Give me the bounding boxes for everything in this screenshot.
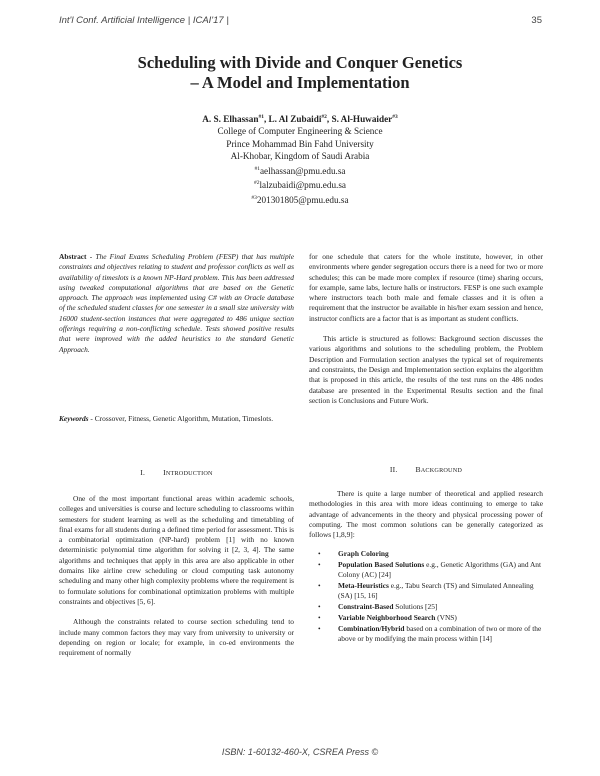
keywords-text: - Crossover, Fitness, Genetic Algorithm, Mutation, Timeslots. bbox=[88, 414, 274, 423]
author-2-sup: #2 bbox=[321, 114, 327, 120]
title-line-1: Scheduling with Divide and Conquer Genetics bbox=[137, 53, 463, 72]
email-3 bbox=[60, 192, 540, 206]
abstract bbox=[59, 252, 294, 355]
email-2-text: lalzubaidi@pmu.edu.sa bbox=[259, 180, 347, 191]
background-bullet-list bbox=[318, 549, 542, 645]
bullet-item bbox=[318, 581, 542, 602]
section-title: ACKGROUND bbox=[420, 467, 463, 474]
author-1: A. S. Elhassan bbox=[202, 114, 259, 125]
email-1-text: aelhassan@pmu.edu.sa bbox=[259, 165, 346, 176]
intro-paragraph-1: One of the most important functional areas within academic schools, colleges and universities is course and lecture scheduling to classrooms within semesters for student learning as well as the scheduling and timetabling of final exams for all students during a defined time period for assessment. This is a combinatorial optimization (NP-hard) problem [1] with no known deterministic polynomial time algorithm for solving it [2, 3, 4]. The same algorithms and techniques that apply in this area are also applicable in other domains like airline crew scheduling or cloud computing task autonomy scheduling and many other high complexity problems where the requirement is to formulate solutions for combinational optimization problems with multiple constraints and objectives [5, 6]. bbox=[59, 494, 294, 606]
keywords-label: Keywords bbox=[59, 414, 89, 423]
bullet-term: Constraint-Based bbox=[338, 601, 394, 611]
right-column-body bbox=[309, 252, 543, 406]
section-title: NTRODUCTION bbox=[165, 470, 213, 477]
bullet-term: Combination/Hybrid bbox=[338, 623, 405, 633]
section-heading-background bbox=[309, 465, 543, 474]
bullet-description: based on a combination of two or more of the above or by modifying the main process within [14] bbox=[338, 623, 542, 643]
bullet-item bbox=[318, 560, 542, 581]
running-header: Int'l Conf. Artificial Intelligence | ICAI'17 | bbox=[59, 15, 229, 26]
bullet-description: e.g., Tabu Search (TS) and Simulated Annealing (SA) [15, 16] bbox=[338, 580, 534, 601]
bullet-item bbox=[318, 613, 542, 623]
section-number: I. bbox=[140, 468, 146, 477]
abstract-label: Abstract bbox=[59, 252, 87, 261]
affiliation-3: Al-Khobar, Kingdom of Saudi Arabia bbox=[230, 151, 370, 162]
right-paragraph-1: for one schedule that caters for the whole institute, however, in other environments where gender segregation occurs there is a need for two or more schedules; this can be made more complex if resource (time) sharing occurs, for example, same labs, lecture halls or instructors. FESP is one such example where instructors teach both male and female classes and it is often a requirement that the instructor be available in his/her exam session and hence, instructor conflicts are a factor that is as important as student conflicts. bbox=[309, 252, 543, 323]
author-names bbox=[60, 111, 540, 125]
section-initial: I bbox=[163, 468, 166, 477]
bullet-dot-icon: • bbox=[318, 601, 321, 611]
background-paragraph-1: There is quite a large number of theoretical and applied research methodologies in this area with more ideas continuing to emerge to take advantage of advancements in the theory and physical processing power of computing. The most common solutions can be generally categorized as follows [1,8,9]: bbox=[309, 489, 543, 540]
title-line-2: – A Model and Implementation bbox=[190, 73, 410, 92]
abstract-text: - The Final Exams Scheduling Problem (FESP) that has multiple constraints and objectives relating to student and professor conflicts as well as availability of timeslots is a known NP-Hard problem. This has been addressed using tweaked computational algorithms that are based on the Genetic approach. The approach was implemented using C# with an Oracle database of the scheduled student classes for one semester in a small size university with 16000 student-section instances that were aggregated to 486 unique section offerings requiring a non-conflicting schedule. Tests showed positive results that were improved with the added heuristics to the standard Genetic Approach. bbox=[59, 252, 294, 354]
author-1-sup: #1 bbox=[258, 114, 264, 120]
section-heading-introduction bbox=[59, 468, 294, 477]
bullet-term: Graph Coloring bbox=[338, 549, 389, 558]
intro-paragraph-2: Although the constraints related to course section scheduling tend to include many common factors they may vary from university to university or depending on region or locale; for example, in co-ed environments the requirement of normally bbox=[59, 617, 294, 658]
affiliation-1: College of Computer Engineering & Science bbox=[217, 126, 383, 137]
bullet-dot-icon: • bbox=[318, 623, 321, 633]
section-number: II. bbox=[389, 465, 398, 474]
bullet-term: Variable Neighborhood Search bbox=[338, 612, 436, 622]
author-block bbox=[60, 111, 540, 206]
bullet-dot-icon: • bbox=[318, 580, 321, 590]
author-3-sup: #3 bbox=[392, 114, 398, 120]
bullet-item bbox=[318, 602, 542, 612]
bullet-description: (VNS) bbox=[435, 612, 457, 622]
email-1-sup: #1 bbox=[254, 165, 260, 172]
bullet-item bbox=[318, 549, 542, 559]
background-body bbox=[309, 489, 543, 540]
email-3-sup: #3 bbox=[251, 194, 257, 201]
right-paragraph-2: This article is structured as follows: Background section discusses the various algorithms and solutions to the scheduling problem, the Problem Description and Formulation section analyses the typical set of requirements and constraints, the Design and Implementation section explains the algorithm that is proposed in this article, the results of the test runs on the 486 nodes database are presented in the Experimental Results section and the final section is Conclusions and Future Work. bbox=[309, 334, 543, 405]
section-initial: B bbox=[415, 465, 421, 474]
email-2-sup: #2 bbox=[253, 180, 260, 187]
bullet-description: Solutions [25] bbox=[393, 601, 438, 611]
page-footer: ISBN: 1-60132-460-X, CSREA Press © bbox=[221, 747, 379, 757]
bullet-dot-icon: • bbox=[318, 559, 321, 569]
keywords bbox=[59, 414, 294, 424]
bullet-term: Population Based Solutions bbox=[338, 559, 425, 569]
paper-title bbox=[60, 53, 540, 93]
author-3: , S. Al-Huwaider bbox=[326, 114, 393, 125]
author-2: , L. Al Zubaidi bbox=[263, 114, 322, 125]
bullet-dot-icon: • bbox=[318, 612, 321, 622]
bullet-item bbox=[318, 624, 542, 645]
email-3-text: 201301805@pmu.edu.sa bbox=[256, 194, 349, 205]
introduction-body bbox=[59, 494, 294, 658]
email-2 bbox=[60, 177, 540, 191]
bullet-term: Meta-Heuristics bbox=[338, 580, 389, 590]
bullet-dot-icon: • bbox=[318, 549, 321, 558]
email-1 bbox=[60, 163, 540, 177]
page-number: 35 bbox=[531, 15, 542, 26]
affiliation-2: Prince Mohammad Bin Fahd University bbox=[226, 138, 374, 149]
bullet-description: e.g., Genetic Algorithms (GA) and Ant Colony (AC) [24] bbox=[338, 559, 542, 580]
